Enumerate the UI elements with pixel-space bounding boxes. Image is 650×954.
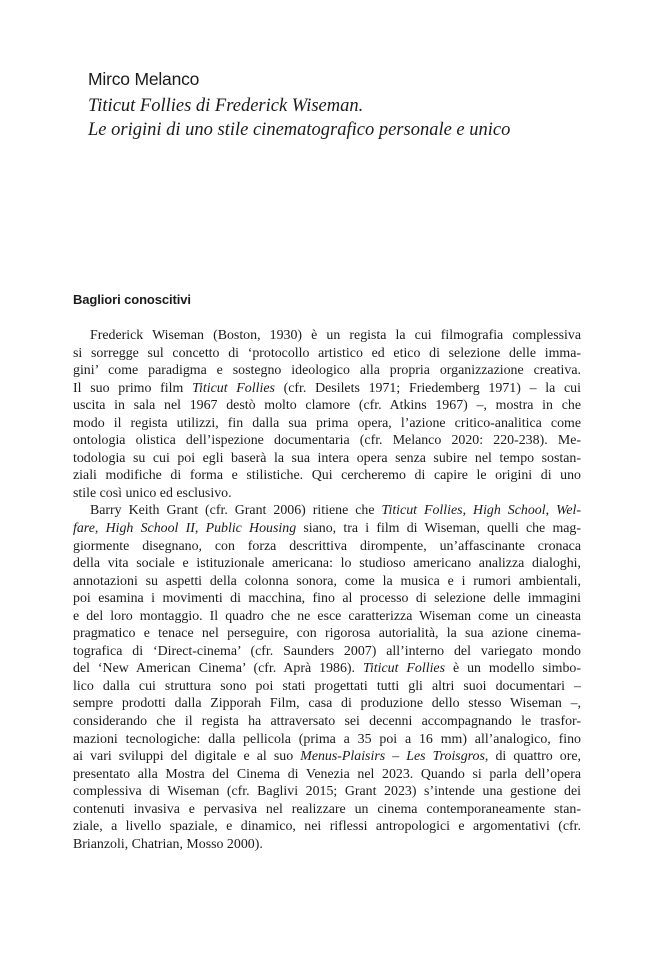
text-line: del ‘New American Cinema’ (cfr. Aprà 1986). Titicut Follies è un modello simbo- [73,661,581,677]
text-line: fare, High School II, Public Housing siano, tra i film di Wiseman, quelli che mag- [73,521,581,537]
text-line: ziale, a livello spaziale, e dinamico, nei riflessi antropologici e argomentativi (cfr. [73,819,581,835]
text-line: complessiva di Wiseman (cfr. Baglivi 2015; Grant 2023) s’intende una gestione dei [73,784,581,800]
text-line: uscita in sala nel 1967 destò molto clamore (cfr. Atkins 1967) –, mostra in che [73,398,581,414]
text-line: presentato alla Mostra del Cinema di Venezia nel 2023. Quando si parla dell’opera [73,766,581,782]
text-line: mazioni tecnologiche: dalla pellicola (prima a 35 poi a 16 mm) all’analogico, fino [73,731,581,747]
text-line: ziali modifiche di forma e stilistiche. Qui cercheremo di capire le origini di uno [73,468,581,484]
text-line: e del loro montaggio. Il quadro che ne esce caratterizza Wiseman come un cineasta [73,608,581,624]
title-line: Le origini di uno stile cinematografico personale e unico [88,120,511,140]
text-line: Il suo primo film Titicut Follies (cfr. Desilets 1971; Friedemberg 1971) – la cui [73,380,581,396]
text-line: todologia su cui poi egli baserà la sua intera opera senza subire nel tempo sostan- [73,450,581,466]
article-title [88,94,588,142]
text-line: poi esamina i movimenti di macchina, fino al processo di selezione delle immagini [73,591,581,607]
text-line: stile così unico ed esclusivo. [73,485,232,501]
title-line: Titicut Follies di Frederick Wiseman. [88,96,364,116]
section-heading: Bagliori conoscitivi [73,292,191,307]
text-line: giormente disegnano, con forza descrittiva dirompente, un’affascinante cronaca [73,538,581,554]
body-text [73,327,581,853]
text-line: Barry Keith Grant (cfr. Grant 2006) ritiene che Titicut Follies, High School, Wel- [90,503,582,519]
text-line: Frederick Wiseman (Boston, 1930) è un regista la cui filmografia complessiva [90,328,581,343]
text-line: gini’ come paradigma e sostegno ideologico alla propria organizzazione creativa. [73,363,581,379]
text-line: contenuti invasiva e pervasiva nel realizzare un cinema contemporaneamente stan- [73,801,581,817]
author-name: Mirco Melanco [88,69,200,89]
text-line: si sorregge sul concetto di ‘protocollo artistico ed etico di selezione delle imma- [73,345,581,361]
text-line: considerando che il regista ha attraversato sei decenni accompagnando le trasfor- [73,714,581,730]
text-line: annotazioni su aspetti della colonna sonora, come la musica e i rumori ambientali, [73,573,581,589]
text-line: tografica di ‘Direct-cinema’ (cfr. Saunders 2007) all’interno del variegato mondo [73,643,581,659]
text-line: ai vari sviluppi del digitale e al suo Menus-Plaisirs – Les Troisgros, di quattro ore, [73,749,582,765]
text-line: della vita sociale e istituzionale americana: lo studioso americano analizza dialoghi, [73,556,581,572]
text-line: lico dalla cui struttura sono poi stati progettati tutti gli altri suoi documentari – [73,678,581,694]
text-line: Brianzoli, Chatrian, Mosso 2000). [73,836,263,852]
text-line: ontologia olistica dell’ispezione documentaria (cfr. Melanco 2020: 220-238). Me- [73,433,581,449]
text-line: modo il regista utilizzi, fin dalla sua prima opera, l’azione critico-analitica come [73,415,581,431]
text-line: pragmatico e tenace nel perseguire, con rigorosa autorialità, la sua azione cinema- [73,626,581,642]
text-line: sempre prodotti dalla Zipporah Film, casa di produzione dello stesso Wiseman –, [73,696,581,712]
